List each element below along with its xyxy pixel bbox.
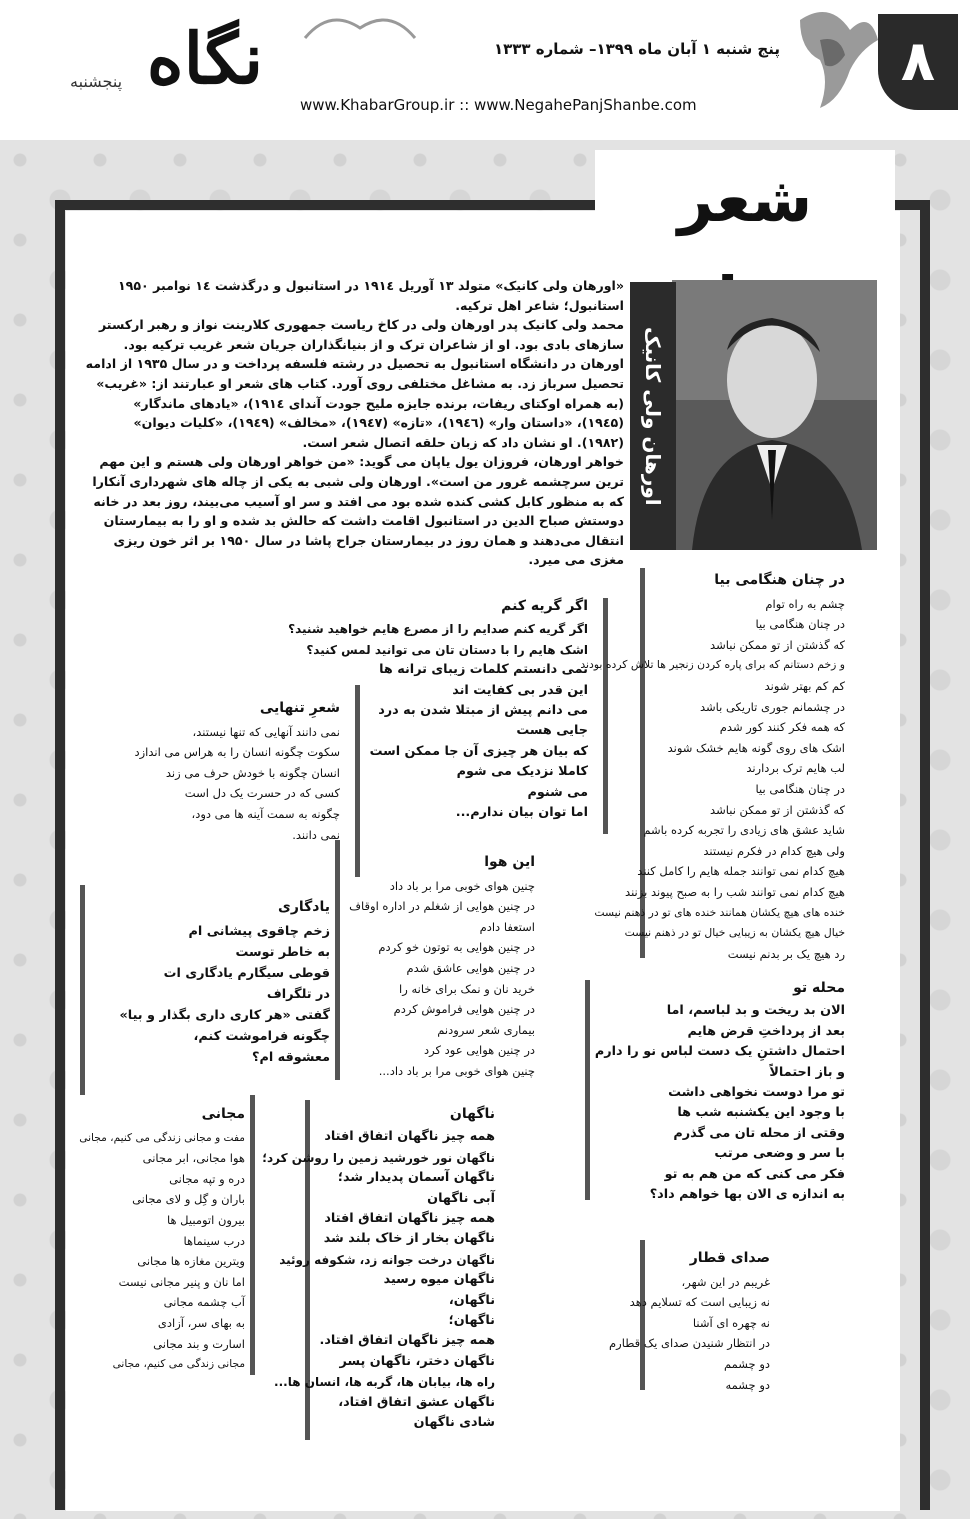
poem-line: بعد از پرداختِ قرض هایم [687,1023,845,1039]
newspaper-logo: نگاه [146,17,264,100]
poem-line: اسارت و بند مجانی [153,1336,245,1351]
poem-line: با وجود این یکشنبه شب ها [677,1105,845,1121]
poem-line: زخم چاقوی پیشانی ام [188,924,330,939]
poem-line: درب سینماها [183,1233,245,1248]
poem-title: مجانی [201,1106,245,1122]
poem-tanhayi [90,698,340,845]
poem-line: در چشمانم جوری تاریکی باشد [699,699,845,714]
poem-line: ناگهان بخار از خاک بلند شد [323,1231,495,1247]
poem-line: کم کم بهتر شوند [764,678,845,693]
poem-line: کسی که در حسرت یک دل است [184,786,340,801]
phoenix-ornament-icon [790,0,880,110]
poem-line: استعفا دادم [479,919,535,934]
poem-title: این هوا [484,854,535,870]
poem-line: معشوقه ام؟ [252,1050,330,1065]
poem-line: در چنین هوایی عاشق شدم [406,960,535,975]
poem-line: خیال هیچ یکشان به زیبایی خیال تو در ذهنم نیست [624,926,845,940]
section-title: شعر [595,150,895,250]
poem-line: مفت و مجانی زندگی می کنیم، مجانی [79,1131,245,1144]
poem-line: دره و تپه مجانی [169,1171,245,1186]
poem-title: شعرِ تنهایی [259,700,340,716]
website-urls: www.KhabarGroup.ir :: www.NegahePanjShanbe.com [300,96,697,114]
poem-line: به اندازه ی الان بها خواهم داد؟ [649,1187,845,1203]
photo-caption: اورهان ولی کانیک [641,326,665,506]
poem-line: الان بد ریخت و بد لباسم، اما [666,1003,845,1019]
bio-paragraph: اورهان در دانشگاه استانبول به تحصیل در رشته فلسفه پرداخت و در سال ۱۹۳۵ از ادامه تحصیل سرباز زد. به مشاغل مختلفی روی آورد. کتاب های شعر او عبارتند از: «غریب» (به همراه اوکتای ریفات، برنده جایزه ملیح جودت آندای ۱۹۱٤)، «یادهای ماندگار» (۱۹٤۵)، «داستان وار» (۱۹٤٦)، «تازه» (۱۹٤٧)، «مخالف» (۱۹٤۹)، «کلیات دیوان» (۱۹۸۲). او نشان داد که زبان حلقه اتصال شعر است. [85,356,624,450]
poem-line: در چنان هنگامی بیا [755,781,845,796]
poem-divider [335,840,340,1080]
issue-date-line: پنج شنبه ۱ آبان ماه ۱۳۹۹– شماره ۱۳۳۳ [493,40,780,58]
poem-line: نه چهره ای آشنا [692,1315,770,1330]
poem-line: قوطی سیگارم یادگاری ات [163,966,330,981]
poem-line: انسان چگونه با خودش حرف می زند [165,765,340,780]
poem-line: راه ها، بیابان ها، گربه ها، انسان ها... [274,1375,495,1390]
poem-line: اگر گریه کنم صدایم را از مصرع هایم خواهید شنید؟ [288,622,588,637]
poem-line: ناگهان میوه رسید [383,1272,495,1288]
poem-line: که همه فکر کنند کور شدم [719,720,845,735]
poem-line: با سر و وضعی مرتب [714,1146,845,1162]
bio-paragraph: «اورهان ولی کانیک» متولد ۱۳ آوریل ۱۹۱٤ در استانبول و درگذشت ١٤ نوامبر ۱۹۵۰ استانبول؛ شاعر اهل ترکیه. [117,278,624,313]
poem-title: اگر گریه کنم [501,598,588,614]
poem-title: در چنان هنگامی بیا [714,572,845,588]
poem-line: شادی ناگهان [413,1415,495,1431]
logo-subtitle: پنجشنبه [70,72,123,91]
poem-line: آب چشمه مجانی [163,1295,245,1310]
poem-line: خرید نان و نمک برای خانه را [399,981,535,996]
poem-line: همه چیز ناگهان اتفاق افتاد. [319,1333,495,1349]
poem-line: همه چیز ناگهان اتفاق افتاد [324,1211,495,1227]
poem-line: چگونه فراموشت کنم، [193,1029,330,1044]
poem-line: در چنین هوایی به توتون خو کردم [378,940,535,955]
poem-line: تو مرا دوست نخواهی داشت [668,1085,845,1101]
poem-line: چگونه به سمت آینه ها می دود، [191,806,340,821]
bio-paragraph: خواهر اورهان، فروزان یول یاپان می گوید: «من خواهر اورهان ولی هستم و این مهم ترین سرچشمه غرور من است». اورهان ولی شبی به یکی از چاله های شهرداری آنکارا که به منظور کابل کشی کنده شده بود می افتد و سر او آسیب می‌بیند، روز بعد در خانه دوستش صباح الدین در استانبول اقامت داشت که حالش بد شده و او را به بیمارستان انتقال می‌دهند و همان روز در بیمارستان جراح پاشا در سال ۱۹۵۰ بر اثر خون ریزی مغزی می میرد. [92,454,624,568]
poem-line: به خاطر توست [235,945,330,960]
poem-title: محله تو [793,980,845,996]
poem-title: یادگاری [278,899,330,915]
poem-line: ناگهان عشق اتفاق افتاد، [338,1394,495,1410]
poem-line: در چنان هنگامی بیا [755,617,845,632]
poem-title: ناگهان [449,1106,495,1122]
poem-line: می شنوم [527,784,588,800]
page-number: ۸ [878,14,958,110]
poem-line: فکر می کنی که من هم به تو [664,1166,845,1182]
poem-line: ناگهان، [448,1292,495,1308]
poem-divider [80,885,85,1095]
page-header [0,0,970,140]
poem-line: که گذشتن از تو ممکن نباشد [710,637,845,652]
poem-yadegari [95,897,330,1068]
poem-line: و باز احتمالاً [769,1064,845,1080]
poem-line: که گذشتن از تو ممکن نباشد [710,802,845,817]
poem-line: کاملا نزدیک می شوم [456,764,588,780]
poem-line: باران و گِل و لای مجانی [132,1192,245,1207]
poem-line: به بهای سر، آزادی [157,1315,245,1330]
poem-line: هوا مجانی، ابر مجانی [142,1151,245,1166]
poem-line: نمی دانستم کلمات زیبای ترانه ها [379,662,588,678]
poem-line: دو چشمم [724,1356,770,1371]
poem-line: خنده های هیچ یکشان همانند خنده های تو در ذهنم نیست [594,905,845,919]
poem-line: در چنین هوایی فراموش کردم [393,1002,535,1017]
poem-line: بیرون اتومبیل ها [166,1212,245,1227]
poem-line: ناگهان؛ [448,1313,495,1329]
poem-line: ناگهان درخت جوانه زد، شکوفه روئید [279,1252,495,1267]
poem-line: شاید عشق های زیادی را تجربه کرده باشم [643,823,845,838]
poem-line: ناگهان دختر، ناگهان پسر [339,1353,495,1369]
poem-line: نه زیبایی است که تسلایم دهد [629,1295,770,1310]
poem-line: بیماری شعر سرودنم [437,1022,535,1037]
poem-line: ویترین مغازه ها مجانی [137,1254,245,1269]
poem-mahalle [560,978,845,1205]
poem-line: مجانی زندگی می کنیم، مجانی [112,1358,245,1371]
poem-title: صدای قطار [689,1250,770,1266]
poem-majani [79,1104,245,1375]
bio-paragraph: محمد ولی کانیک پدر اورهان ولی در کاخ ریاست جمهوری کلارینت نواز و رهبر ارکستر سازهای بادی بود. او از شاعران ترک و از بنیانگذاران جریان شعر غریب ترکیه بود. [98,317,624,352]
poem-line: چنین هوای خوبی مرا بر باد داد [389,878,535,893]
header-ornament-icon [300,8,420,48]
poem-line: در چنین هوایی عود کرد [424,1043,535,1058]
poem-line: نمی دانند. [292,827,340,842]
poem-nagahan [262,1104,495,1434]
poem-line: ولی هیچ کدام در فکرم نیستند [703,843,845,858]
poem-line: هیچ کدام نمی توانند جمله هایم را کامل کنند [637,864,845,879]
poem-line: اما توان بیان ندارم... [455,805,588,821]
poem-line: اشک هایم را با دستان تان می توانید لمس کنید؟ [306,642,588,657]
poem-line: آبی ناگهان [427,1190,495,1206]
poem-divider [250,1095,255,1375]
poem-line: اشک های روی گونه هایم خشک شوند [667,740,845,755]
poem-line: این قدر بی کفایت اند [452,682,588,698]
poem-line: هیچ کدام نمی توانند شب را به صبح پیوند بزنند [625,884,845,899]
poem-line: غریبم در این شهر، [681,1274,770,1289]
poem-line: سکوت چگونه انسان را به هراس می اندازد [134,745,340,760]
poem-line: و زخم دستانم که برای پاره کردن زنجیر ها تلاش کرده بودند [580,658,845,672]
poem-line: در چنین هوایی از شغلم در اداره اوقاف [349,899,535,914]
poem-line: همه چیز ناگهان اتفاق افتاد [324,1129,495,1145]
poem-line: وقتی از محله تان می گذرم [673,1125,845,1141]
poet-portrait-photo [672,280,877,550]
poem-sedaye-ghatar [575,1248,770,1395]
poem-line: چشم به راه توام [765,596,845,611]
poem-line: ناگهان نور خورشید زمین را روشن کرد؛ [262,1150,495,1165]
poem-line: در انتظار شنیدن صدای یک قطارم [609,1336,770,1351]
portrait-illustration [672,280,877,550]
poem-line: چنین هوای خوبی مرا بر باد داد... [378,1063,535,1078]
poem-line: لب هایم ترک بردارند [746,761,845,776]
poem-line: احتمال داشتنِ یک دست لباس نو را دارم [594,1044,845,1060]
poem-line: نمی دانند آنهایی که تنها نیستند، [192,724,340,739]
poem-line: می دانم پیش از مبتلا شدن به درد [378,703,588,719]
poem-line: اما نان و پنیر مجانی نیست [118,1274,245,1289]
poem-line: رد هیچ یک بر بدنم نیست [727,946,845,961]
poem-line: که بیان هر چیزی آن جا ممکن است [369,743,588,759]
poem-line: ناگهان آسمان پدیدار شد؛ [337,1170,495,1186]
poem-line: دو چشمه [725,1377,770,1392]
poem-line: جایی هست [516,723,588,739]
poem-in-hava [345,852,535,1082]
poem-line: گفتی «هر کاری داری بگذار و بیا» [119,1008,330,1023]
poet-biography [84,276,624,570]
poem-dar-chenan [580,570,845,964]
poem-line: در تلگراف [266,987,330,1002]
